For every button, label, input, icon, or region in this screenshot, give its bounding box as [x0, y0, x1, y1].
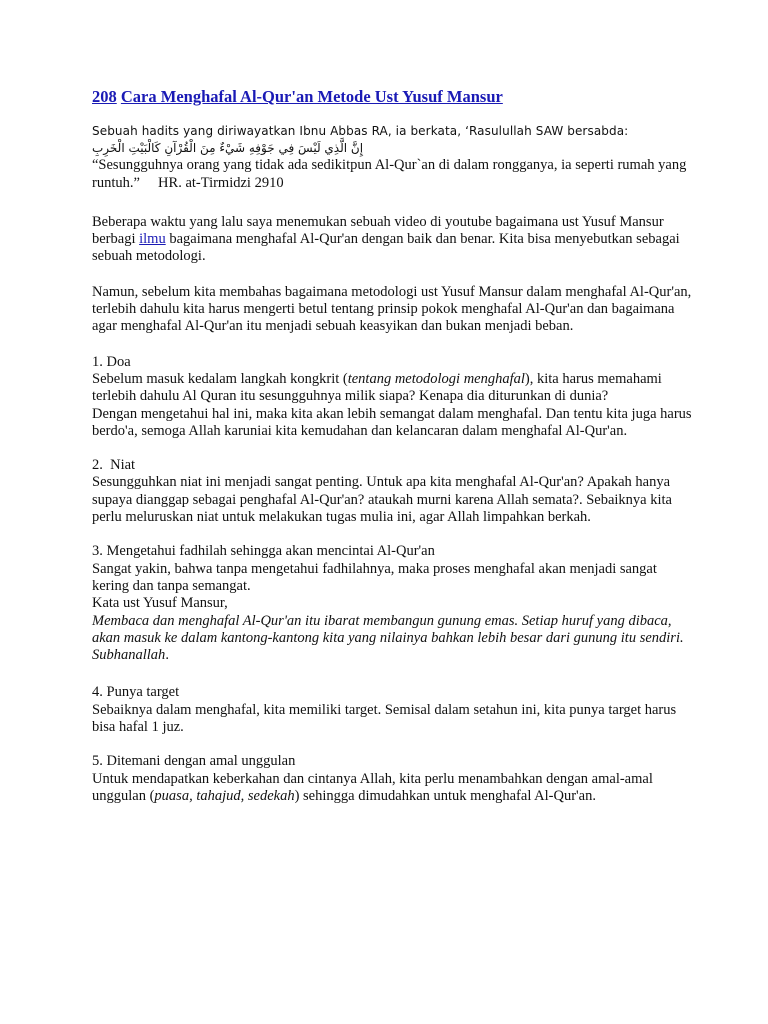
section-text — [92, 371, 692, 406]
section-text: Dengan mengetahui hal ini, maka kita akan lebih semangat dalam menghafal. Dan tentu kita juga harus berdo'a, semoga Allah karuniai kita kemudahan dan kelancaran dalam menghafal Al-Qur'an. — [92, 405, 692, 439]
section-text: Sesungguhkan niat ini menjadi sangat penting. Untuk apa kita menghafal Al-Qur'an? Apakah hanya supaya dianggap sebagai penghafal Al-Qur'an? ataukah murni karena Allah semata?. Sebaiknya kita perlu meluruskan niat untuk melakukan tugas mulia ini, agar Allah limpahkan berkah. — [92, 474, 672, 526]
section-text: Sangat yakin, bahwa tanpa mengetahui fadhilahnya, maka proses menghafal akan menjadi sangat kering dan tanpa semangat. — [92, 560, 657, 594]
section-italic: tentang metodologi menghafal — [347, 370, 525, 387]
section-heading: 2. Niat — [92, 457, 136, 474]
paragraph-2: Namun, sebelum kita membahas bagaimana metodologi ust Yusuf Mansur dalam menghafal Al-Qur'an, terlebih dahulu kita harus mengerti betul tentang prinsip pokok menghafal Al-Qur'an dan bagaimana agar menghafal Al-Qur'an itu menjadi sebuah keasyikan dan bukan menjadi beban. — [92, 283, 692, 335]
section-italic: puasa, tahajud, sedekah — [154, 787, 295, 804]
paragraph-1-text-a: Beberapa waktu yang lalu saya menemukan sebuah video di youtube bagaimana ust Yusuf Mansur berbagi — [92, 213, 664, 248]
section-niat — [92, 457, 692, 526]
paragraph-1-text-b: bagaimana menghafal Al-Qur'an dengan baik dan benar. Kita bisa menyebutkan sebagai sebuah metodologi. — [92, 231, 680, 265]
ilmu-link[interactable]: ilmu — [139, 231, 166, 248]
section-text: Sebaiknya dalam menghafal, kita memiliki target. Semisal dalam setahun ini, kita punya target harus bisa hafal 1 juz. — [92, 701, 677, 736]
section-fadhilah — [92, 543, 692, 664]
section-amal — [92, 753, 692, 805]
title-link[interactable]: Cara Menghafal Al-Qur'an Metode Ust Yusuf Mansur — [120, 87, 503, 106]
section-doa — [92, 354, 692, 440]
section-heading: 4. Punya target — [92, 684, 180, 701]
section-italic: Membaca dan menghafal Al-Qur'an itu ibarat membangun gunung emas. Setiap huruf yang dibaca, akan masuk ke dalam kantong-kantong kita yang nilainya bahkan lebih besar dari gunung itu sendiri. Subhanallah — [92, 612, 684, 664]
section-text — [92, 771, 692, 806]
section-target — [92, 684, 692, 736]
hadith-translation: “Sesungguhnya orang yang tidak ada sedikitpun Al-Qur`an di dalam rongganya, ia seperti rumah yang runtuh.” — [92, 157, 687, 191]
section-text-end: . — [165, 647, 169, 664]
article-title — [92, 86, 692, 108]
section-text-a: Sebelum masuk kedalam langkah kongkrit ( — [92, 370, 348, 387]
section-text-b: ) sehingga dimudahkan untuk menghafal Al-Qur'an. — [294, 787, 596, 804]
arabic-hadith: إِنَّ الَّذِي لَيْسَ فِي جَوْفِهِ شَيْءٌ مِنَ الْقُرْآنِ كَالْبَيْتِ الْخَرِبِ — [92, 141, 364, 156]
hadith-intro-line: Sebuah hadits yang diriwayatkan Ibnu Abbas RA, ia berkata, ‘Rasulullah SAW bersabda: — [92, 124, 629, 138]
section-text: Kata ust Yusuf Mansur, — [92, 595, 228, 612]
section-heading: 1. Doa — [92, 353, 131, 370]
section-text-a: Untuk mendapatkan keberkahan dan cintanya Allah, kita perlu menambahkan dengan amal-amal unggulan ( — [92, 770, 653, 804]
section-quote — [92, 613, 692, 665]
hadith-source: HR. at-Tirmidzi 2910 — [158, 174, 284, 191]
article-body — [92, 86, 692, 822]
section-text-b: ), kita harus memahami terlebih dahulu Al Quran itu sesungguhnya milik siapa? Kenapa dia diturunkan di dunia? — [92, 370, 662, 405]
paragraph-1 — [92, 214, 692, 266]
section-heading: 3. Mengetahui fadhilah sehingga akan mencintai Al-Qur'an — [92, 543, 435, 560]
title-number-link[interactable]: 208 — [92, 87, 117, 106]
section-heading: 5. Ditemani dengan amal unggulan — [92, 753, 296, 770]
hadith-intro — [92, 123, 692, 192]
